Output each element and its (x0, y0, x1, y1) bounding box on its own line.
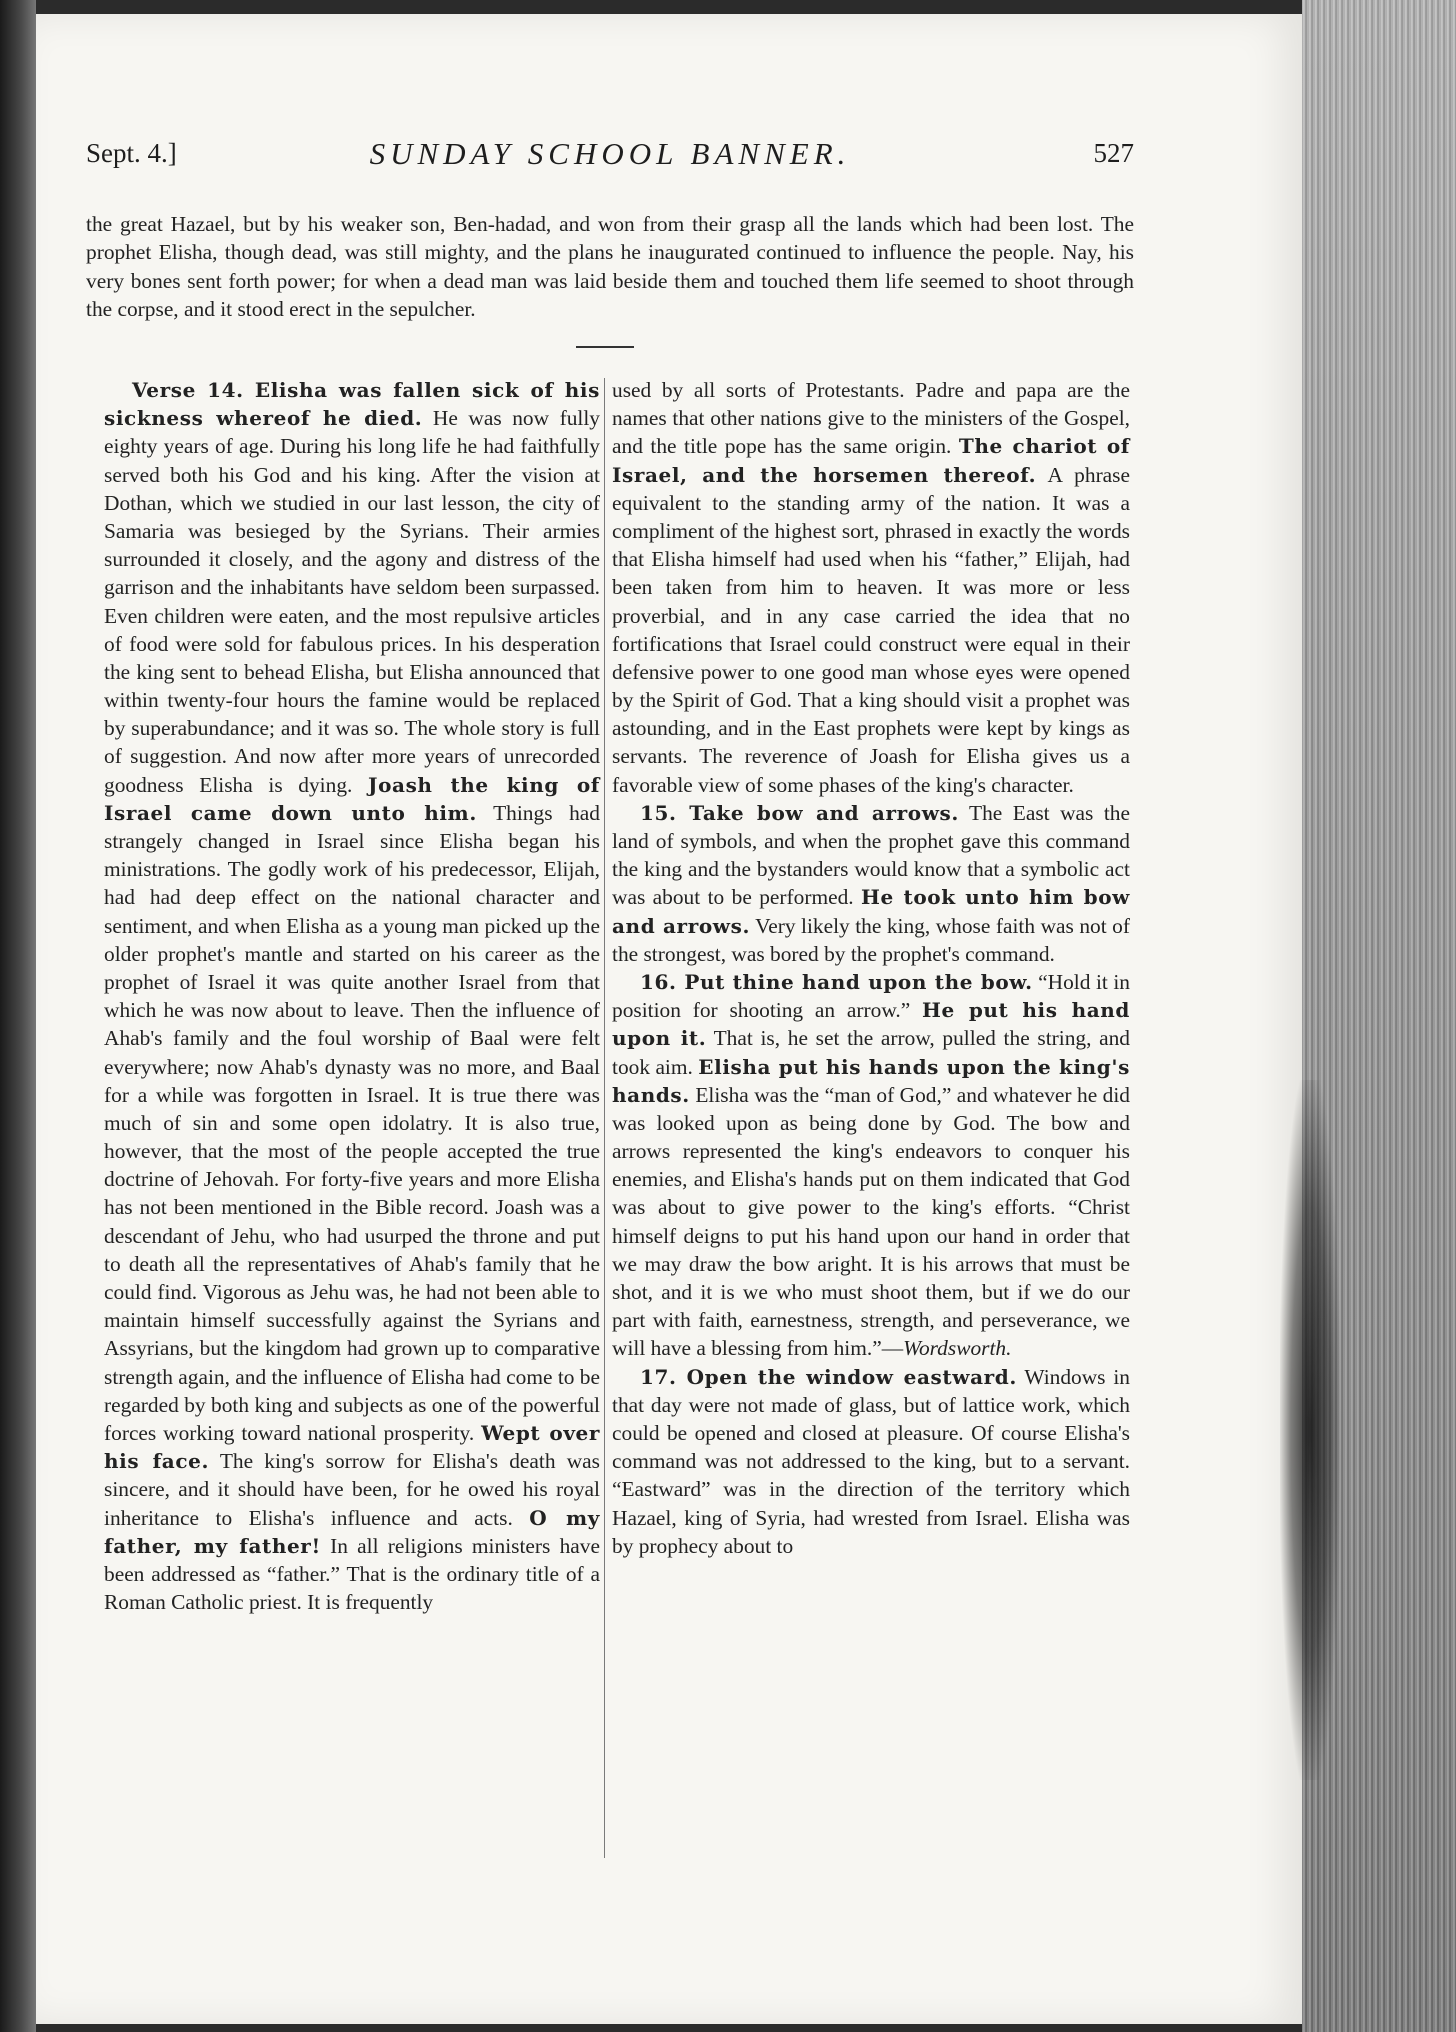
book-binding-shadow (0, 0, 36, 2032)
column-rule (604, 378, 605, 1858)
verse-16-paragraph (612, 968, 1130, 1363)
page-number: 527 (1093, 138, 1134, 168)
verse-15-text: The East was the land of symbols, and when the prophet gave this command the king and the bystanders would know that a symbolic act was about to be performed. (612, 800, 1130, 910)
header-title: SUNDAY SCHOOL BANNER. (369, 136, 851, 171)
header-date: Sept. 4.] (86, 138, 177, 168)
verse-14-subheading-wept: Wept over his face. (104, 1420, 600, 1474)
verse-14-text-2: Things had strangely changed in Israel since Elisha began his ministrations. The godly work of his predecessor, Elijah, had had deep effect on the national character and sentiment, and when Elisha as a young man picked up the older prophet's mantle and started on his career as the prophet of Israel it was quite another Israel from that which he was now about to leave. Then the influence of Ahab's family and the foul worship of Baal were felt everywhere; now Ahab's dynasty was no more, and Baal for a while was forgotten in Israel. It is true there was much of sin and some open idolatry. It is also true, however, that the most of the people accepted the true doctrine of Jehovah. For forty-five years and more Elisha has not been mentioned in the Bible record. Joash was a descendant of Jehu, who had usurped the throne and put to death all the representatives of Ahab's family that he could find. Vigorous as Jehu was, he had not been able to maintain himself successfully against the Syrians and Assyrians, but the kingdom had grown up to comparative strength again, and the influence of Elisha had come to be regarded by both king and subjects as one of the powerful forces working toward national prosperity. (104, 800, 600, 1445)
page-shadow (1280, 1080, 1340, 1780)
chariot-text: A phrase equivalent to the standing army of the nation. It was a compliment of the highest sort, phrased in exactly the words that Elisha himself had used when his “father,” Elijah, had been taken from him to heaven. It was more or less proverbial, and in any case carried the idea that no fortifications that Israel could construct were equal in their defensive power to one good man whose eyes were opened by the Spirit of God. That a king should visit a prophet was astounding, and in the East prophets were kept by kings as servants. The reverence of Joash for Elisha gives us a favorable view of some phases of the king's character. (612, 462, 1130, 797)
verse-14-subheading-joash: Joash the king of Israel came down unto him. (104, 772, 600, 825)
verse-14-paragraph (104, 376, 600, 1616)
verse-14-text-3: The king's sorrow for Elisha's death was sincere, and it should have been, for he owed his royal inheritance to Elisha's influence and acts. (104, 1449, 600, 1530)
verse-15-subheading: He took unto him bow and arrows. (612, 885, 1130, 938)
right-column (612, 376, 1130, 1560)
verse-14-text-4: In all religions ministers have been addressed as “father.” That is the ordinary title of a Roman Catholic priest. It is frequently (104, 1533, 600, 1615)
verse-16-text-3: Elisha was the “man of God,” and whatever he did was looked upon as being done by God. The bow and arrows represented the king's endeavors to conquer his enemies, and Elisha's hands put on them indicated that God was about to give power to the king's efforts. “Christ himself deigns to put his hand upon our hand in order that we may draw the bow aright. It is his arrows that must be shot, and it is we who must shoot them, but if we do our part with faith, earnestness, strength, and perseverance, we will have a blessing from him.”— (612, 1082, 1130, 1361)
verse-14-continuation (612, 376, 1130, 799)
verse-17-paragraph (612, 1363, 1130, 1560)
continuation-text: used by all sorts of Protestants. Padre and papa are the names that other nations give to the ministers of the Gospel, and the title pope has the same origin. (612, 378, 1130, 459)
attribution: Wordsworth. (903, 1336, 1012, 1361)
verse-15-paragraph (612, 799, 1130, 968)
verse-14-subheading-father: O my father, my father! (104, 1505, 600, 1558)
verse-17-text: Windows in that day were not made of glass, but of lattice work, which could be opened and closed at pleasure. Of course Elisha's command was not addressed to the king, but to a servant. “Eastward” was in the direction of the territory which Hazael, king of Syria, had wrested from Israel. Elisha was by prophecy about to (612, 1364, 1130, 1558)
verse-16-text-2: That is, he set the arrow, pulled the string, and took aim. (612, 1026, 1131, 1079)
running-header (86, 136, 1134, 176)
verse-15-text-2: Very likely the king, whose faith was not of the strongest, was bored by the prophet's command. (612, 913, 1130, 966)
verse-16-text: “Hold it in position for shooting an arrow.” (612, 969, 1130, 1023)
intro-paragraph: the great Hazael, but by his weaker son, Ben-hadad, and won from their grasp all the lands which had been lost. The prophet Elisha, though dead, was still mighty, and the plans he inaugurated continued to influence the people. Nay, his very bones sent forth power; for when a dead man was laid beside them and touched them life seemed to shoot through the corpse, and it stood erect in the sepulcher. (86, 212, 1134, 321)
verse-15-heading: 15. Take bow and arrows. (640, 800, 959, 825)
verse-16-subheading: He put his hand upon it. (612, 998, 1130, 1051)
left-column (104, 376, 600, 1616)
section-divider (576, 346, 634, 348)
verse-16-subheading-2: Elisha put his hands upon the king's hands. (612, 1054, 1130, 1107)
chariot-heading: The chariot of Israel, and the horsemen thereof. (612, 434, 1130, 487)
verse-16-heading: 16. Put thine hand upon the bow. (640, 969, 1033, 994)
verse-14-text: He was now fully eighty years of age. During his long life he had faithfully served both his God and his king. After the vision at Dothan, which we studied in our last lesson, the city of Samaria was besieged by the Syrians. Their armies surrounded it closely, and the agony and distress of the garrison and the inhabitants have seldom been surpassed. Even children were eaten, and the most repulsive articles of food were sold for fabulous prices. In his desperation the king sent to behead Elisha, but Elisha announced that within twenty-four hours the famine would be replaced by superabundance; and it was so. The whole story is full of suggestion. And now after more years of unrecorded goodness Elisha is dying. (104, 406, 600, 797)
verse-14-heading: Verse 14. Elisha was fallen sick of his sickness whereof he died. (104, 378, 600, 431)
verse-17-heading: 17. Open the window eastward. (640, 1364, 1017, 1389)
